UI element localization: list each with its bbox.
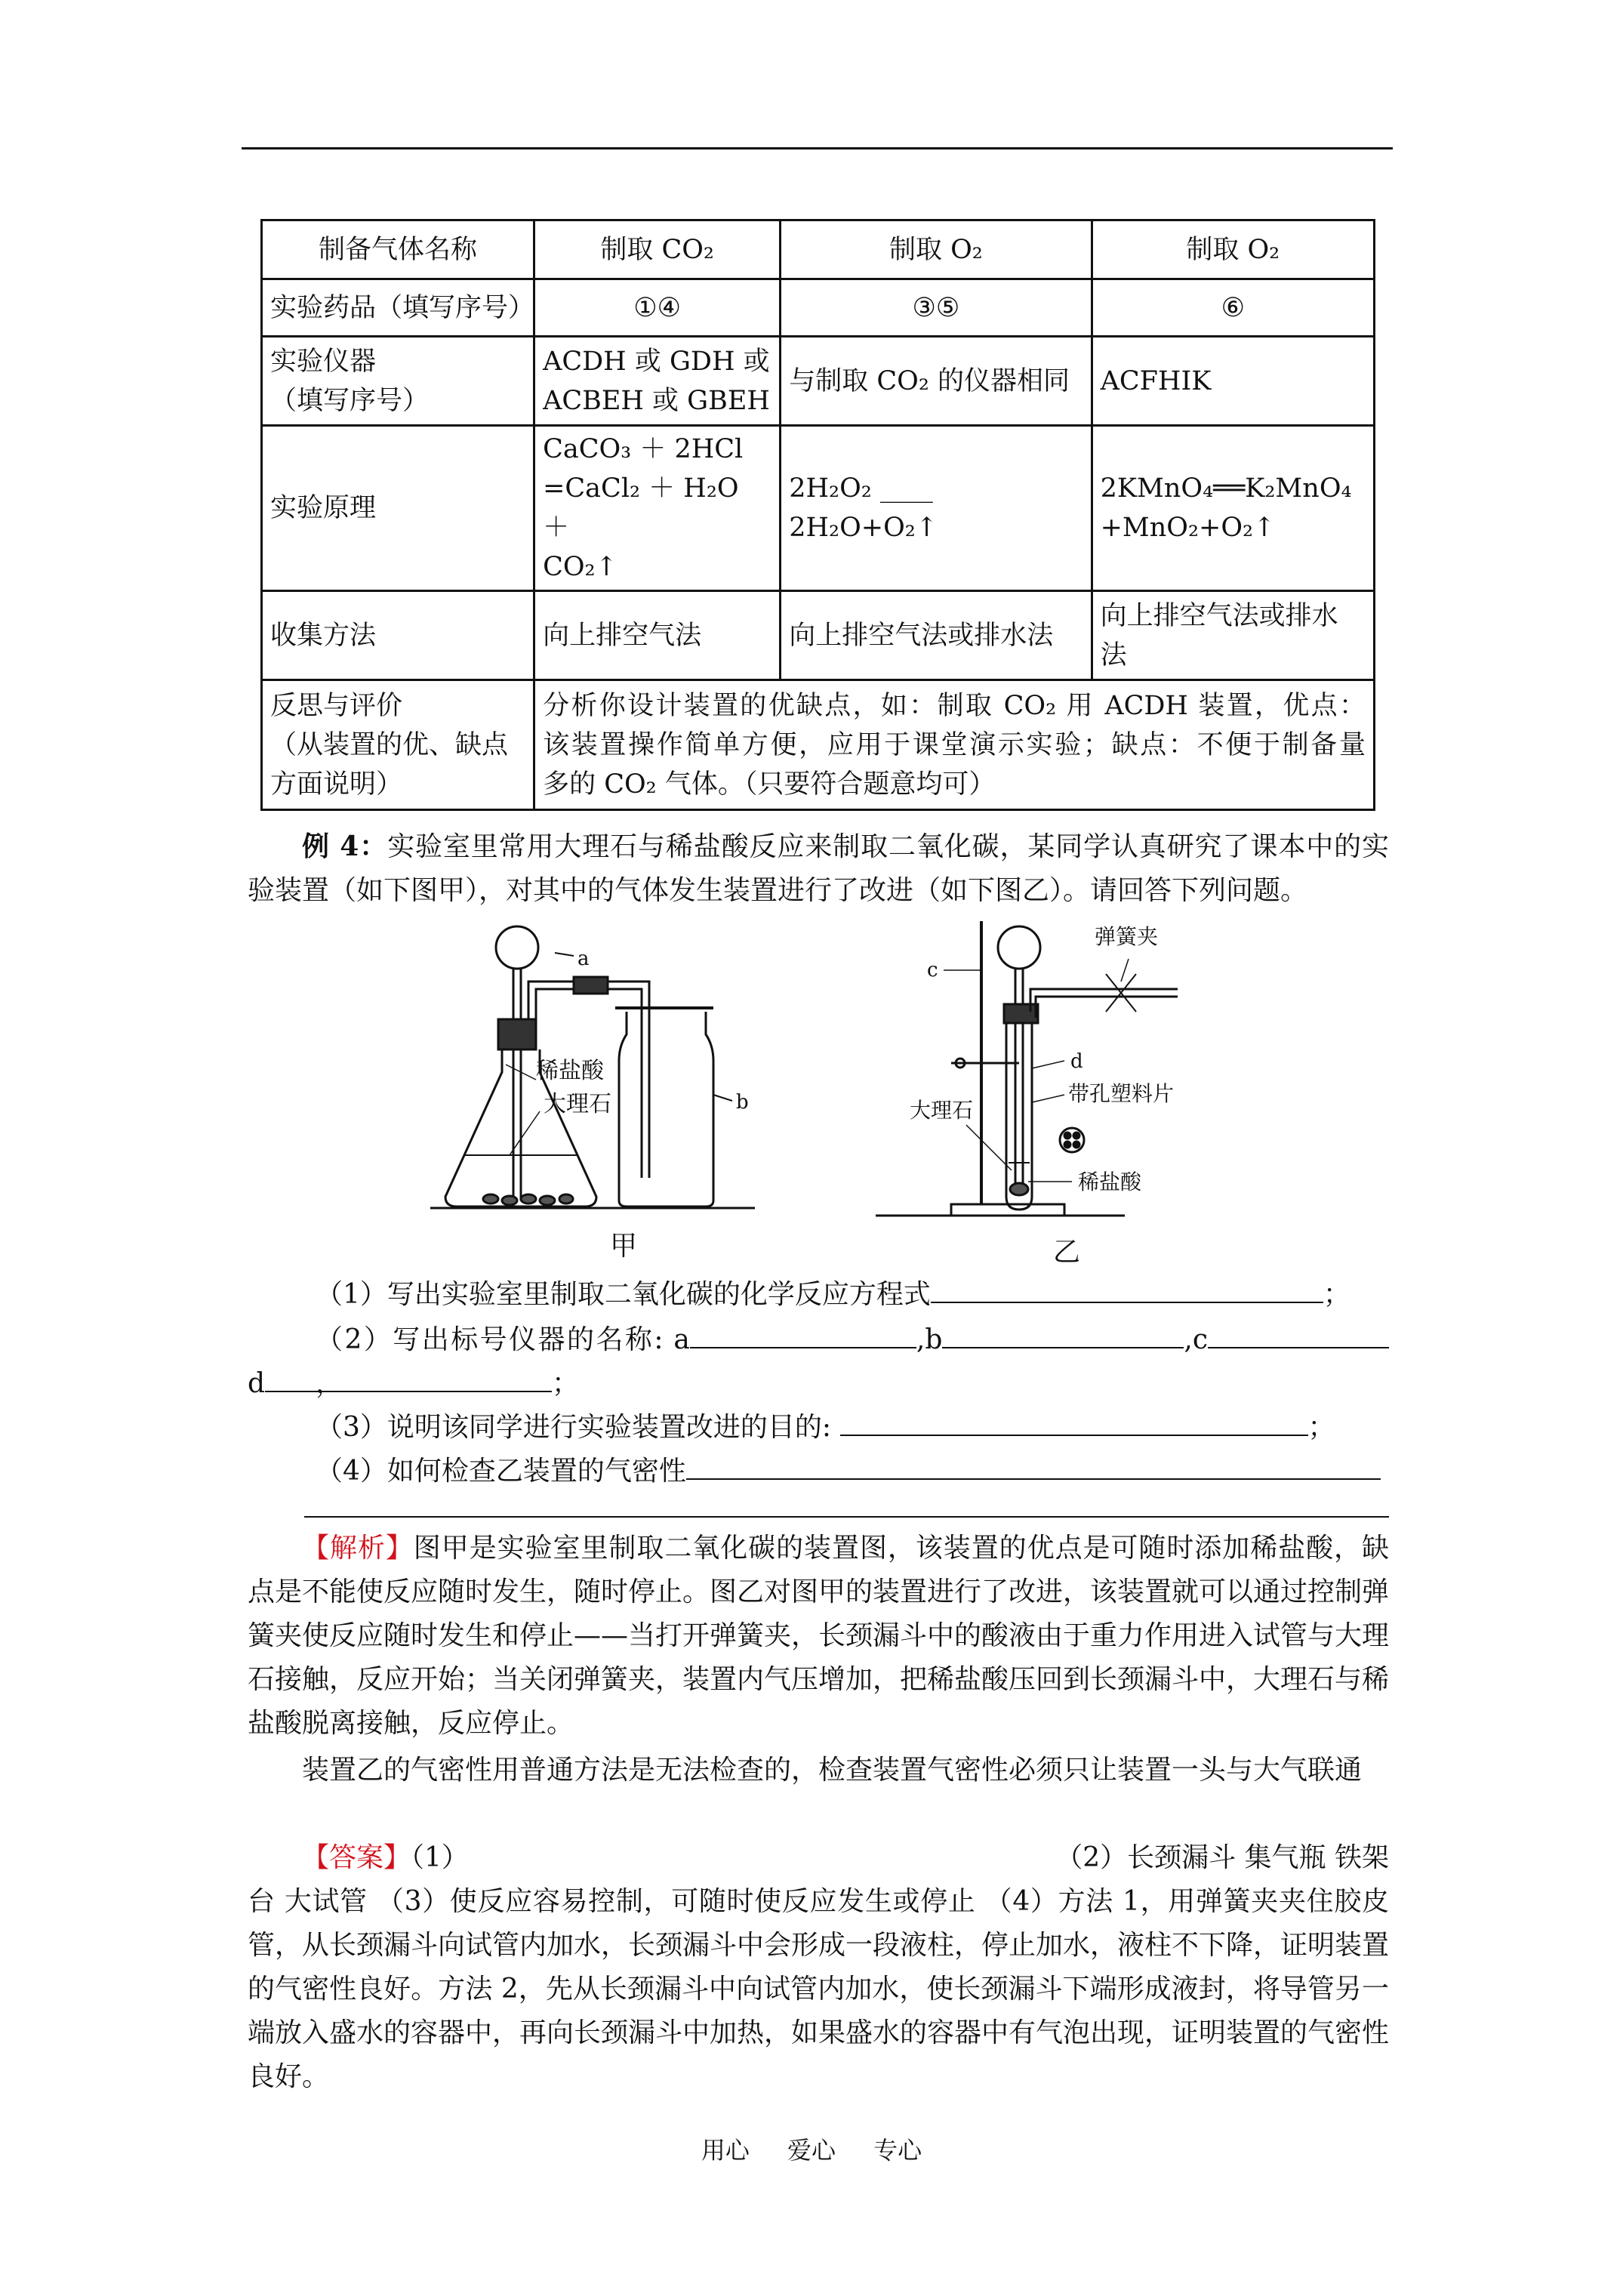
question-text: （2）写出标号仪器的名称: a [316, 1324, 690, 1355]
question-text: （4）如何检查乙装置的气密性 [316, 1456, 686, 1487]
table-cell: ③⑤ [781, 279, 1092, 337]
question-3: （3）说明该同学进行实验装置改进的目的: ； [248, 1404, 1389, 1450]
stopper-right [1004, 1004, 1038, 1023]
table-cell [262, 680, 534, 810]
cell-line: 该装置操作简单方便，应用于课堂演示实验；缺点：不便于制备量 [543, 729, 1366, 760]
table-cell: ACFHIK [1092, 337, 1374, 426]
cell-line: CO₂↑ [543, 552, 617, 582]
table-cell [1092, 591, 1374, 680]
answer-first-line [248, 1836, 1389, 1880]
table-cell: ⑥ [1092, 279, 1374, 337]
table-row [262, 279, 1375, 337]
cell-line: 实验仪器 [270, 346, 377, 377]
table-row [262, 337, 1375, 426]
header-rule [242, 147, 1393, 149]
table-cell: 实验原理 [262, 426, 534, 591]
table-cell: 制取 O₂ [781, 220, 1092, 279]
page-footer: 用心 爱心 专心 [701, 2136, 922, 2165]
table-cell: 向上排空气法 [534, 591, 781, 680]
table-cell: ①④ [534, 279, 781, 337]
cell-line: （从装置的优、缺点 [270, 729, 509, 760]
question-text: d [248, 1368, 266, 1399]
label-spring-clip: 弹簧夹 [1095, 924, 1159, 949]
table-cell [1092, 426, 1374, 591]
table-cell: 实验药品（填写序号） [262, 279, 534, 337]
label-marble-right: 大理石 [910, 1098, 974, 1123]
cell-line: CaCO₃ ＋ 2HCl [543, 434, 744, 464]
cell-line: ACDH 或 GDH 或 [543, 346, 770, 377]
question-text: ,b [916, 1324, 943, 1355]
question-4 [248, 1448, 1389, 1493]
funnel-bowl-right [998, 926, 1040, 969]
label-acid-left: 稀盐酸 [536, 1058, 604, 1084]
cell-line: （填写序号） [270, 385, 430, 416]
answer-text: 台 大试管 （3）使反应容易控制，可随时使反应发生或停止 （4）方法 1，用弹簧夹夹住胶皮管，从长颈漏斗向试管内加水，长颈漏斗中会形成一段液柱，停止加水，液柱不下降，证明装置的气密性良好。方法 2，先从长颈漏斗中向试管内加水，使长颈漏斗下端形成液封，将导管另一端放入盛水的容器中，再向长颈漏斗中加热，如果盛水的容器中有气泡出现，证明装置的气密性良好。 [248, 1886, 1390, 2092]
question-text: （1）写出实验室里制取二氧化碳的化学反应方程式 [316, 1279, 931, 1310]
table-cell: 与制取 CO₂ 的仪器相同 [781, 337, 1092, 426]
table-cell [534, 337, 781, 426]
answer-line [304, 1516, 1389, 1518]
label-acid-right: 稀盐酸 [1078, 1170, 1142, 1194]
question-1: （1）写出实验室里制取二氧化碳的化学反应方程式 ； [248, 1271, 1389, 1317]
perforated-plate-icon [1060, 1128, 1084, 1152]
table-cell: 制备气体名称 [262, 220, 534, 279]
answer-tag: 【答案】 [302, 1842, 411, 1873]
table-cell [534, 680, 1375, 810]
rubber-connector [574, 977, 608, 994]
label-d: d [1070, 1050, 1083, 1073]
example-paragraph [248, 824, 1389, 913]
cell-line: +MnO₂+O₂↑ [1100, 513, 1276, 543]
example-text: 实验室里常用大理石与稀盐酸反应来制取二氧化碳，某同学认真研究了课本中的实验装置（如下图甲），对其中的气体发生装置进行了改进（如下图乙）。请回答下列问题。 [248, 831, 1389, 906]
label-a: a [577, 948, 590, 970]
table-row [262, 591, 1375, 680]
analysis-paragraph-2 [248, 1749, 1389, 1792]
label-marble-left: 大理石 [544, 1091, 611, 1117]
answer-blank [686, 1448, 1381, 1480]
answer-paragraph [248, 1880, 1389, 2099]
table-row [262, 220, 1375, 279]
cell-line: 法 [1100, 639, 1127, 670]
answer-blank [1208, 1317, 1389, 1348]
table-cell: 制取 O₂ [1092, 220, 1374, 279]
funnel-bowl [496, 926, 538, 969]
answer-blank [931, 1271, 1323, 1303]
analysis-text: 图甲是实验室里制取二氧化碳的装置图，该装置的优点是可随时添加稀盐酸，缺点是不能使反应随时发生，随时停止。图乙对图甲的装置进行了改进，该装置就可以通过控制弹簧夹使反应随时发生和停止——当打开弹簧夹，长颈漏斗中的酸液由于重力作用进入试管与大理石接触，反应开始；当关闭弹簧夹，装置内气压增加，把稀盐酸压回到长颈漏斗中，大理石与稀盐酸脱离接触，反应停止。 [248, 1533, 1390, 1739]
table-cell: 2H₂O₂ ____ 2H₂O+O₂↑ [781, 426, 1092, 591]
label-c: c [927, 959, 938, 982]
apparatus-figure [423, 914, 1268, 1268]
label-b: b [736, 1091, 749, 1114]
answer-blank [840, 1404, 1308, 1436]
cell-line: 向上排空气法或排水 [1100, 600, 1338, 631]
cell-line: 分析你设计装置的优缺点，如：制取 CO₂ 用 ACDH 装置，优点： [543, 690, 1366, 721]
figure-caption-right: 乙 [1053, 1237, 1081, 1268]
table-cell: 向上排空气法或排水法 [781, 591, 1092, 680]
experiment-table [260, 219, 1375, 811]
question-text: （3）说明该同学进行实验装置改进的目的: [316, 1412, 832, 1443]
table-cell [534, 426, 781, 591]
answer-blank [265, 1361, 552, 1392]
gas-jar [619, 1012, 713, 1207]
answer-blank [690, 1317, 916, 1348]
outlet-tube [1030, 989, 1178, 1012]
stopper [498, 1019, 536, 1049]
test-tube [1006, 1023, 1032, 1210]
question-2: （2）写出标号仪器的名称: a ,b ,c， [248, 1317, 1389, 1406]
cell-line: =CaCl₂ ＋ H₂O ＋ [543, 473, 739, 543]
table-row [262, 426, 1375, 591]
answer-part-1: （1） [411, 1842, 469, 1873]
table-cell: 制取 CO₂ [534, 220, 781, 279]
cell-line: ACBEH 或 GBEH [543, 385, 770, 416]
analysis-text-2: 装置乙的气密性用普通方法是无法检查的，检查装置气密性必须只让装置一头与大气联通 [302, 1755, 1363, 1786]
cell-line: 多的 CO₂ 气体。（只要符合题意均可） [543, 769, 996, 800]
example-label: 例 4： [302, 831, 388, 862]
table-row [262, 680, 1375, 810]
label-perforated-plate: 带孔塑料片 [1068, 1081, 1175, 1106]
cell-line: 反思与评价 [270, 690, 403, 721]
table-cell [262, 337, 534, 426]
table-cell: 收集方法 [262, 591, 534, 680]
cell-line: 方面说明） [270, 769, 403, 800]
answer-part-2: （2）长颈漏斗 集气瓶 铁架 [1055, 1842, 1389, 1873]
question-text: ,c [1184, 1324, 1208, 1355]
analysis-paragraph [248, 1527, 1389, 1746]
question-2-cont: d ； [248, 1361, 1389, 1406]
cell-line: 2KMnO₄══K₂MnO₄ [1100, 473, 1352, 504]
answer-blank [942, 1317, 1184, 1348]
figure-caption-left: 甲 [610, 1231, 638, 1262]
analysis-tag: 【解析】 [302, 1533, 414, 1564]
